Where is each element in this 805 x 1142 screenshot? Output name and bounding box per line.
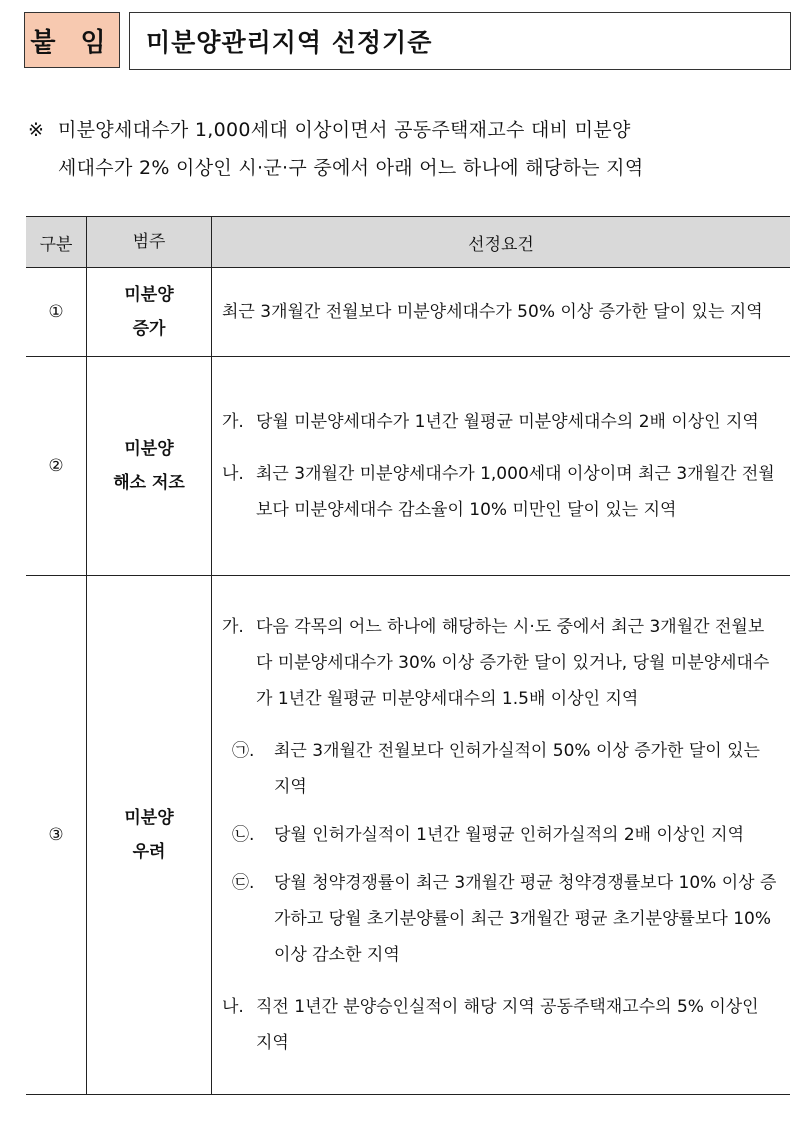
- item-text: 직전 1년간 분양승인실적이 해당 지역 공동주택재고수의 5% 이상인 지역: [256, 997, 759, 1053]
- sub-item-text: 당월 청약경쟁률이 최근 3개월간 평균 청약경쟁률보다 10% 이상 증가하고 당월 초기분양률이 최근 3개월간 평균 초기분양률보다 10% 이상 감소한 지역: [274, 873, 777, 965]
- row-number: ①: [26, 268, 87, 357]
- item-text: 최근 3개월간 미분양세대수가 1,000세대 이상이며 최근 3개월간 전월보다 미분양세대수 감소율이 10% 미만인 달이 있는 지역: [256, 464, 775, 520]
- item-text: 당월 미분양세대수가 1년간 월평균 미분양세대수의 2배 이상인 지역: [256, 412, 759, 432]
- table-header-row: [26, 217, 790, 268]
- table-row: [26, 576, 790, 1095]
- category-line: 미분양: [124, 808, 174, 828]
- sub-item-label: ㉢.: [232, 873, 255, 893]
- page-title: 미분양관리지역 선정기준: [129, 12, 791, 70]
- row-number: ③: [26, 576, 87, 1095]
- requirement-item: [222, 609, 780, 717]
- criteria-table: [26, 216, 790, 1095]
- item-label: 나.: [222, 997, 244, 1017]
- requirement-text: 최근 3개월간 전월보다 미분양세대수가 50% 이상 증가한 달이 있는 지역: [222, 302, 763, 322]
- category-line: 미분양: [124, 285, 174, 305]
- header-no: 구분: [26, 217, 87, 268]
- header-category: 범주: [87, 217, 212, 268]
- note-line-2: 세대수가 2% 이상인 시·군·구 중에서 아래 어느 하나에 해당하는 지역: [58, 157, 644, 179]
- sub-item-label: ㉡.: [232, 825, 255, 845]
- sub-item-label: ㉠.: [232, 741, 255, 761]
- requirement-item: [222, 989, 780, 1061]
- table-row: [26, 268, 790, 357]
- row-requirement: [212, 357, 791, 576]
- row-category: [87, 357, 212, 576]
- requirement-item: [222, 404, 780, 440]
- table-row: [26, 357, 790, 576]
- category-line: 미분양: [124, 439, 174, 459]
- row-requirement: [212, 268, 791, 357]
- item-text: 다음 각목의 어느 하나에 해당하는 시·도 중에서 최근 3개월간 전월보다 미분양세대수가 30% 이상 증가한 달이 있거나, 당월 미분양세대수가 1년간 월평균 미분양세대수의 1.5배 이상인 지역: [256, 617, 770, 709]
- attachment-tag: 붙 임: [24, 12, 120, 68]
- sub-item: [228, 733, 780, 805]
- row-requirement: [212, 576, 791, 1095]
- row-number: ②: [26, 357, 87, 576]
- sub-item: [228, 817, 780, 853]
- sub-item-text: 최근 3개월간 전월보다 인허가실적이 50% 이상 증가한 달이 있는 지역: [274, 741, 760, 797]
- item-label: 나.: [222, 464, 244, 484]
- sub-item-text: 당월 인허가실적이 1년간 월평균 인허가실적의 2배 이상인 지역: [274, 825, 745, 845]
- row-category: [87, 268, 212, 357]
- note-line-1: 미분양세대수가 1,000세대 이상이면서 공동주택재고수 대비 미분양: [58, 119, 631, 141]
- row-category: [87, 576, 212, 1095]
- sub-item: [228, 865, 780, 973]
- item-label: 가.: [222, 617, 244, 637]
- note-mark: ※: [28, 119, 44, 141]
- category-line: 증가: [132, 319, 166, 339]
- requirement-item: [222, 456, 780, 528]
- category-line: 해소 저조: [113, 473, 185, 493]
- item-label: 가.: [222, 412, 244, 432]
- category-line: 우려: [132, 842, 166, 862]
- header-requirement: 선정요건: [212, 217, 791, 268]
